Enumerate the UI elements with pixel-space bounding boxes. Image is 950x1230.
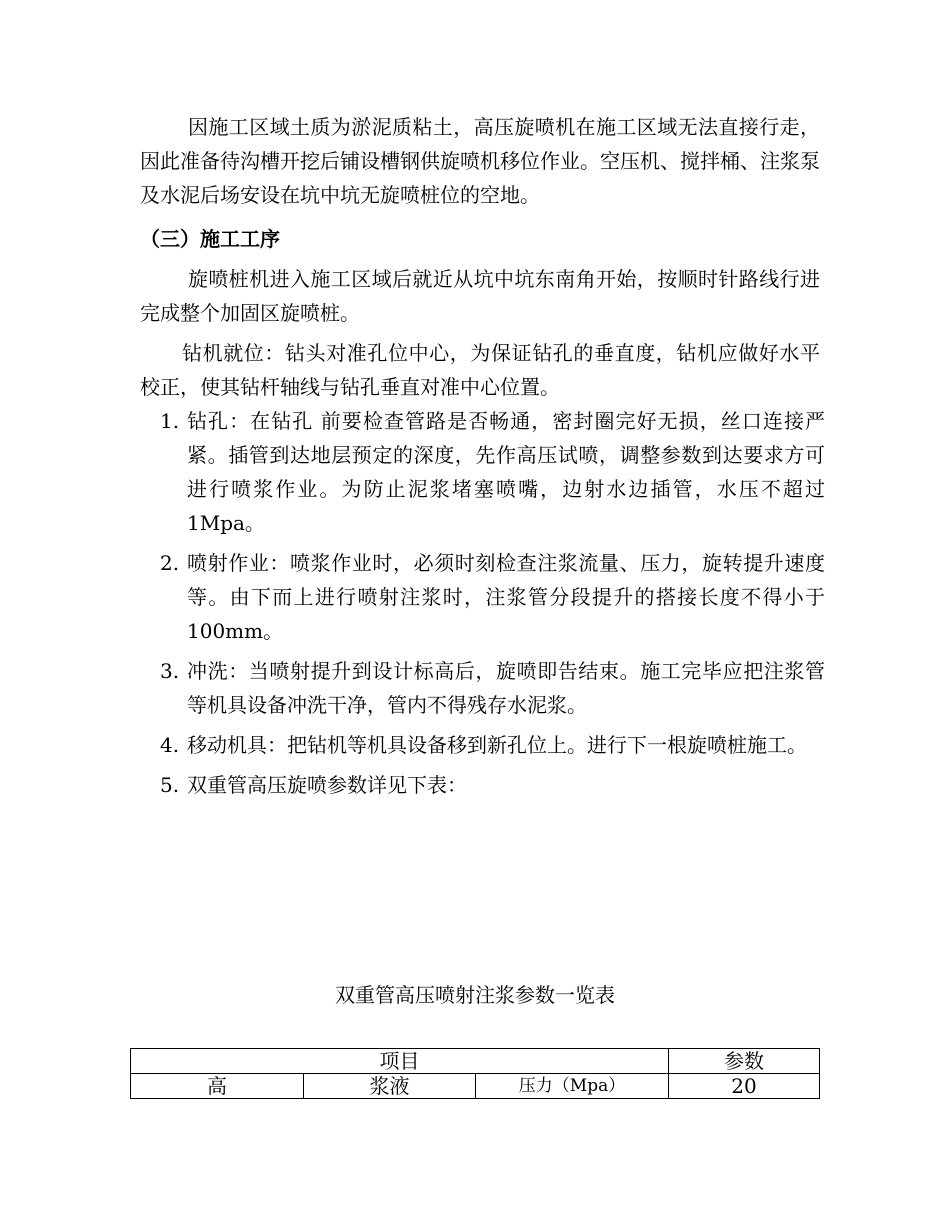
step-flushing bbox=[160, 654, 825, 722]
table-cell: 浆液 bbox=[304, 1074, 476, 1099]
step-number: 5. bbox=[160, 773, 180, 797]
step-drilling bbox=[160, 404, 825, 540]
sequence-paragraph: 旋喷桩机进入施工区域后就近从坑中坑东南角开始，按顺时针路线行进完成整个加固区旋喷桩。 bbox=[140, 267, 820, 325]
parameter-table bbox=[130, 1048, 820, 1099]
header-param-cell: 参数 bbox=[669, 1049, 820, 1074]
section-heading: （三）施工工序 bbox=[140, 227, 280, 251]
step-moving bbox=[160, 728, 825, 762]
intro-paragraph: 因施工区域土质为淤泥质粘土，高压旋喷机在施工区域无法直接行走，因此准备待沟槽开挖后铺设槽钢供旋喷机移位作业。空压机、搅拌桶、注浆泵及水泥后场安设在坑中坑无旋喷桩位的空地。 bbox=[140, 115, 820, 207]
header-item-cell: 项目 bbox=[131, 1049, 669, 1074]
step-text: 钻孔：在钻孔 前要检查管路是否畅通，密封圈完好无损，丝口连接严紧。插管到达地层预定的深度，先作高压试喷，调整参数到达要求方可进行喷浆作业。为防止泥浆堵塞喷嘴，边射水边插管，水压不超过 1Mpa。 bbox=[187, 409, 825, 535]
step-jetting bbox=[160, 546, 825, 648]
step-text: 喷射作业：喷浆作业时，必须时刻检查注浆流量、压力，旋转提升速度等。由下而上进行喷射注浆时，注浆管分段提升的搭接长度不得小于 100mm。 bbox=[187, 551, 825, 643]
step-number: 2. bbox=[160, 551, 180, 575]
step-text: 冲洗：当喷射提升到设计标高后，旋喷即告结束。施工完毕应把注浆管等机具设备冲洗干净，管内不得残存水泥浆。 bbox=[187, 659, 825, 717]
step-parameters bbox=[160, 768, 825, 802]
table-header-row bbox=[131, 1049, 820, 1074]
positioning-paragraph: 钻机就位：钻头对准孔位中心，为保证钻孔的垂直度，钻机应做好水平校正，使其钻杆轴线与钻孔垂直对准中心位置。 bbox=[140, 341, 820, 399]
step-text: 移动机具：把钻机等机具设备移到新孔位上。进行下一根旋喷桩施工。 bbox=[187, 733, 807, 757]
table-cell: 20 bbox=[669, 1074, 820, 1099]
step-number: 3. bbox=[160, 659, 180, 683]
step-text: 双重管高压旋喷参数详见下表： bbox=[187, 773, 467, 797]
table-row bbox=[131, 1074, 820, 1099]
table-cell: 高 bbox=[131, 1074, 304, 1099]
table-cell: 压力（Mpa） bbox=[476, 1074, 669, 1099]
procedure-steps bbox=[160, 404, 825, 808]
step-number: 1. bbox=[160, 409, 180, 433]
table-title: 双重管高压喷射注浆参数一览表 bbox=[335, 983, 615, 1007]
step-number: 4. bbox=[160, 733, 180, 757]
